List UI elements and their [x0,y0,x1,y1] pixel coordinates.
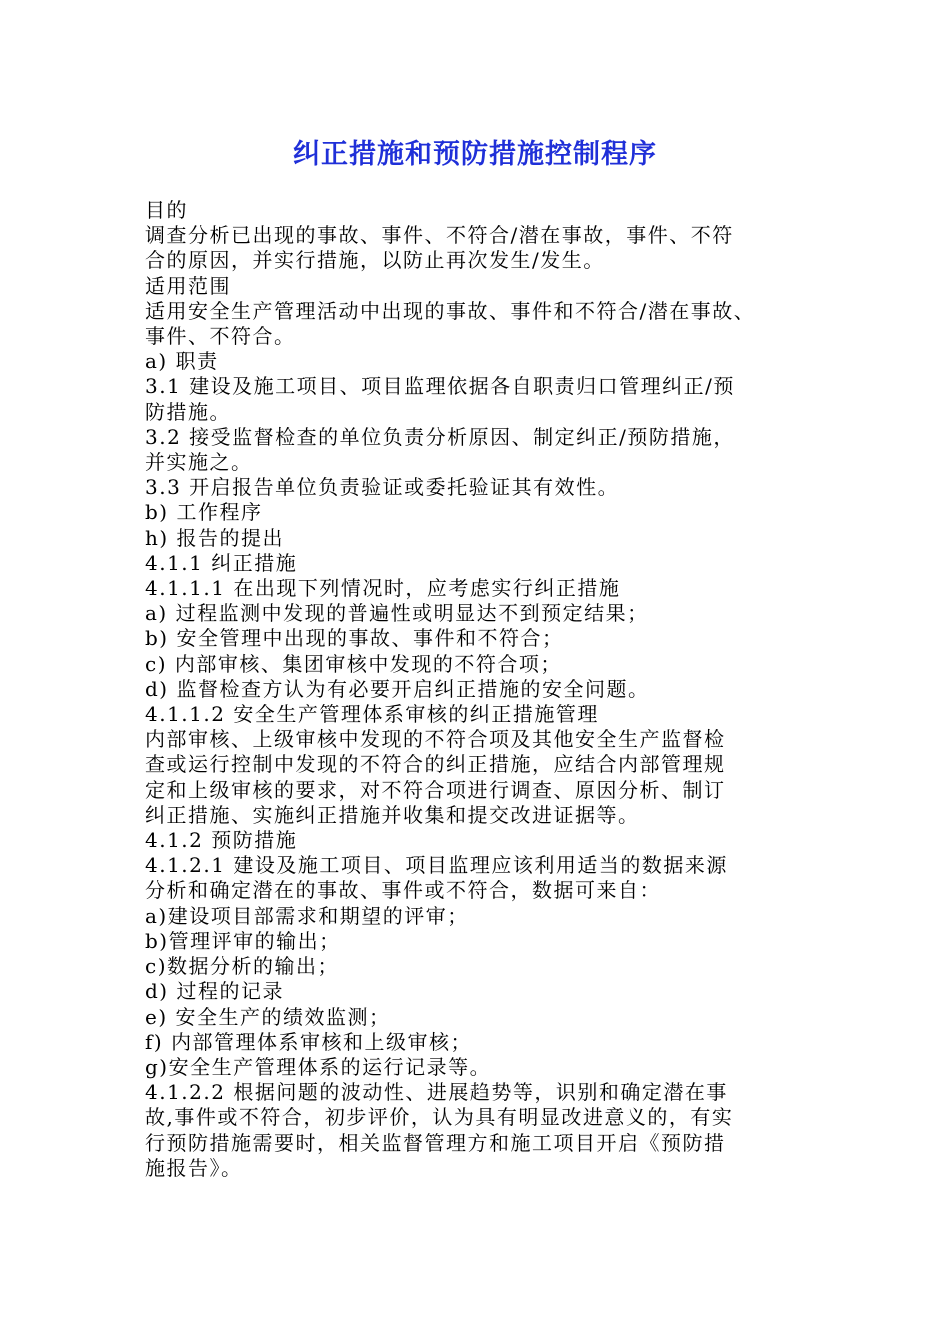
body-line: a) 职责 [145,349,219,374]
body-line: 故,事件或不符合，初步评价，认为具有明显改进意义的，有实 [145,1105,734,1130]
body-line: 4.1.1.2 安全生产管理体系审核的纠正措施管理 [145,702,599,727]
body-line: b) 安全管理中出现的事故、事件和不符合； [145,626,564,651]
body-line: 4.1.1.1 在出现下列情况时，应考虑实行纠正措施 [145,576,621,601]
body-line: 行预防措施需要时，相关监督管理方和施工项目开启《预防措 [145,1130,726,1155]
body-line: 合的原因，并实行措施，以防止再次发生/发生。 [145,248,605,273]
body-line: b)管理评审的输出； [145,928,341,953]
body-line: 4.1.1 纠正措施 [145,550,298,575]
body-line: 查或运行控制中发现的不符合的纠正措施，应结合内部管理规 [145,752,726,777]
body-line: 调查分析已出现的事故、事件、不符合/潜在事故，事件、不符 [145,223,734,248]
body-line: 并实施之。 [145,450,253,475]
body-line: 3.2 接受监督检查的单位负责分析原因、制定纠正/预防措施， [145,424,735,449]
body-line: h) 报告的提出 [145,525,285,550]
document-title: 纠正措施和预防措施控制程序 [293,139,657,170]
body-line: 分析和确定潜在的事故、事件或不符合，数据可来自： [145,878,661,903]
body-line: 定和上级审核的要求，对不符合项进行调查、原因分析、制订 [145,777,726,802]
body-line: b) 工作程序 [145,500,263,525]
body-line: 事件、不符合。 [145,324,296,349]
body-line: 3.1 建设及施工项目、项目监理依据各自职责归口管理纠正/预 [145,374,735,399]
body-line: a) 过程监测中发现的普遍性或明显达不到预定结果； [145,601,649,626]
body-line: 4.1.2 预防措施 [145,828,298,853]
body-line: a)建设项目部需求和期望的评审； [145,903,469,928]
body-line: 内部审核、上级审核中发现的不符合项及其他安全生产监督检 [145,727,726,752]
document-body [145,198,825,1181]
body-line: 适用范围 [145,273,231,298]
body-line: 纠正措施、实施纠正措施并收集和提交改进证据等。 [145,802,640,827]
body-line: c) 内部审核、集团审核中发现的不符合项； [145,651,562,676]
body-line: d) 监督检查方认为有必要开启纠正措施的安全问题。 [145,676,650,701]
body-line: 施报告》。 [145,1155,243,1180]
body-line: 4.1.2.2 根据问题的波动性、进展趋势等，识别和确定潜在事 [145,1080,728,1105]
body-line: 4.1.2.1 建设及施工项目、项目监理应该利用适当的数据来源 [145,853,728,878]
body-line: 适用安全生产管理活动中出现的事故、事件和不符合/潜在事故、 [145,298,756,323]
body-line: g)安全生产管理体系的运行记录等。 [145,1054,492,1079]
body-line: d) 过程的记录 [145,979,284,1004]
body-line: f) 内部管理体系审核和上级审核； [145,1029,473,1054]
body-line: c)数据分析的输出； [145,954,340,979]
body-line: e) 安全生产的绩效监测； [145,1004,391,1029]
body-line: 目的 [145,198,188,222]
body-line: 3.3 开启报告单位负责验证或委托验证其有效性。 [145,475,620,500]
body-line: 防措施。 [145,399,231,424]
